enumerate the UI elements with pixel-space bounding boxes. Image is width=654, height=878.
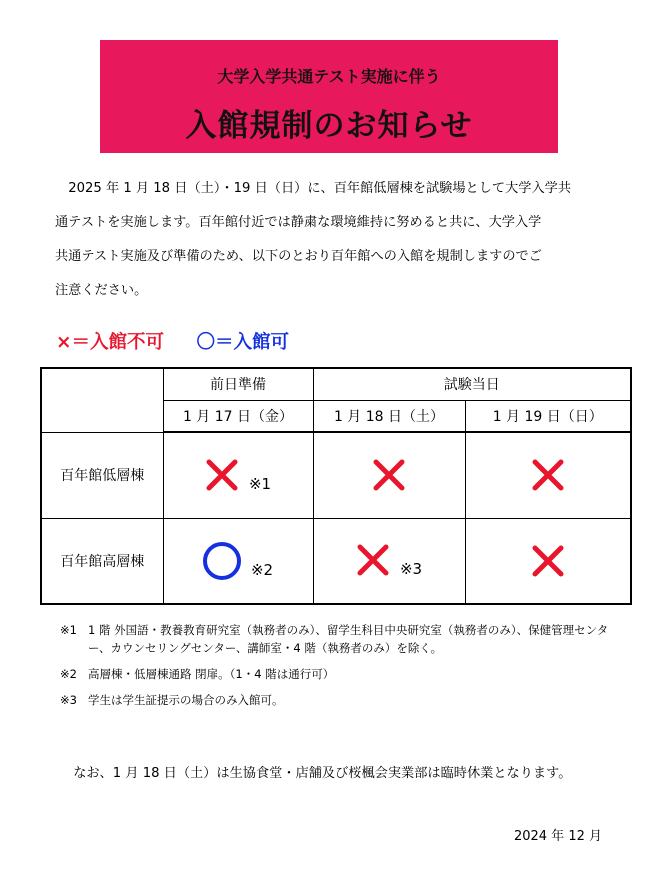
legend-allowed: 〇＝入館可: [196, 332, 289, 353]
table-cell: [465, 518, 631, 604]
table-row: [41, 432, 631, 518]
table-corner: [41, 368, 163, 432]
footnote-text: 学生は学生証提示の場合のみ入館可。: [88, 693, 284, 707]
footnote: [60, 691, 620, 709]
cross-mark-icon: [531, 458, 565, 492]
title-banner: [100, 40, 558, 153]
footnote-key: ※2: [60, 667, 77, 681]
legend-not-allowed: ×＝入館不可: [56, 332, 165, 353]
table-cell: [163, 432, 313, 518]
footnote: [60, 621, 620, 657]
cross-mark-icon: [372, 458, 406, 492]
header-prep: 前日準備: [163, 368, 313, 400]
cross-mark-icon: [205, 458, 239, 492]
footnote-key: ※1: [60, 623, 77, 637]
header-exam: 試験当日: [313, 368, 631, 400]
header-date-prep: 1 月 17 日（金）: [163, 400, 313, 432]
circle-mark-icon: [203, 542, 241, 580]
note-reference: ※3: [399, 560, 423, 579]
table-cell: [465, 432, 631, 518]
access-table: [40, 367, 632, 605]
footnote-text: 1 階 外国語・教養教育研究室（執務者のみ）、留学生科目中央研究室（執務者のみ）、保健管理センター、カウンセリングセンター、講師室・4 階（執務者のみ）を除く。: [88, 623, 609, 655]
banner-title: 入館規制のお知らせ: [185, 108, 473, 144]
footnote-key: ※3: [60, 693, 77, 707]
note-reference: ※1: [248, 474, 272, 493]
row-label: 百年館低層棟: [41, 432, 163, 518]
intro-line: 共通テスト実施及び準備のため、以下のとおり百年館への入館を規制しますのでご: [55, 249, 542, 264]
table-cell: [313, 518, 465, 604]
issue-date: 2024 年 12 月: [513, 829, 602, 844]
footnote: [60, 665, 620, 683]
cross-mark-icon: [356, 543, 390, 577]
table-cell: [313, 432, 465, 518]
legend: [56, 328, 289, 354]
header-date-day1: 1 月 18 日（土）: [313, 400, 465, 432]
table-row: [41, 518, 631, 604]
banner-subtitle: 大学入学共通テスト実施に伴う: [217, 67, 441, 86]
intro-line: 通テストを実施します。百年館付近では静粛な環境維持に努めると共に、大学入学: [55, 215, 542, 230]
note-reference: ※2: [250, 560, 274, 579]
intro-paragraph: [55, 172, 603, 308]
table-cell: [163, 518, 313, 604]
footnotes: [60, 621, 620, 717]
intro-line: 2025 年 1 月 18 日（土）・19 日（日）に、百年館低層棟を試験場として大学入学共: [68, 181, 572, 196]
closing-notice: なお、1 月 18 日（土）は生協食堂・店舗及び桜楓会実業部は臨時休業となります。: [73, 766, 572, 781]
row-label: 百年館高層棟: [41, 518, 163, 604]
cross-mark-icon: [531, 544, 565, 578]
intro-line: 注意ください。: [55, 283, 148, 298]
header-date-day2: 1 月 19 日（日）: [465, 400, 631, 432]
footnote-text: 高層棟・低層棟通路 閉扉。（1・4 階は通行可）: [88, 667, 335, 681]
